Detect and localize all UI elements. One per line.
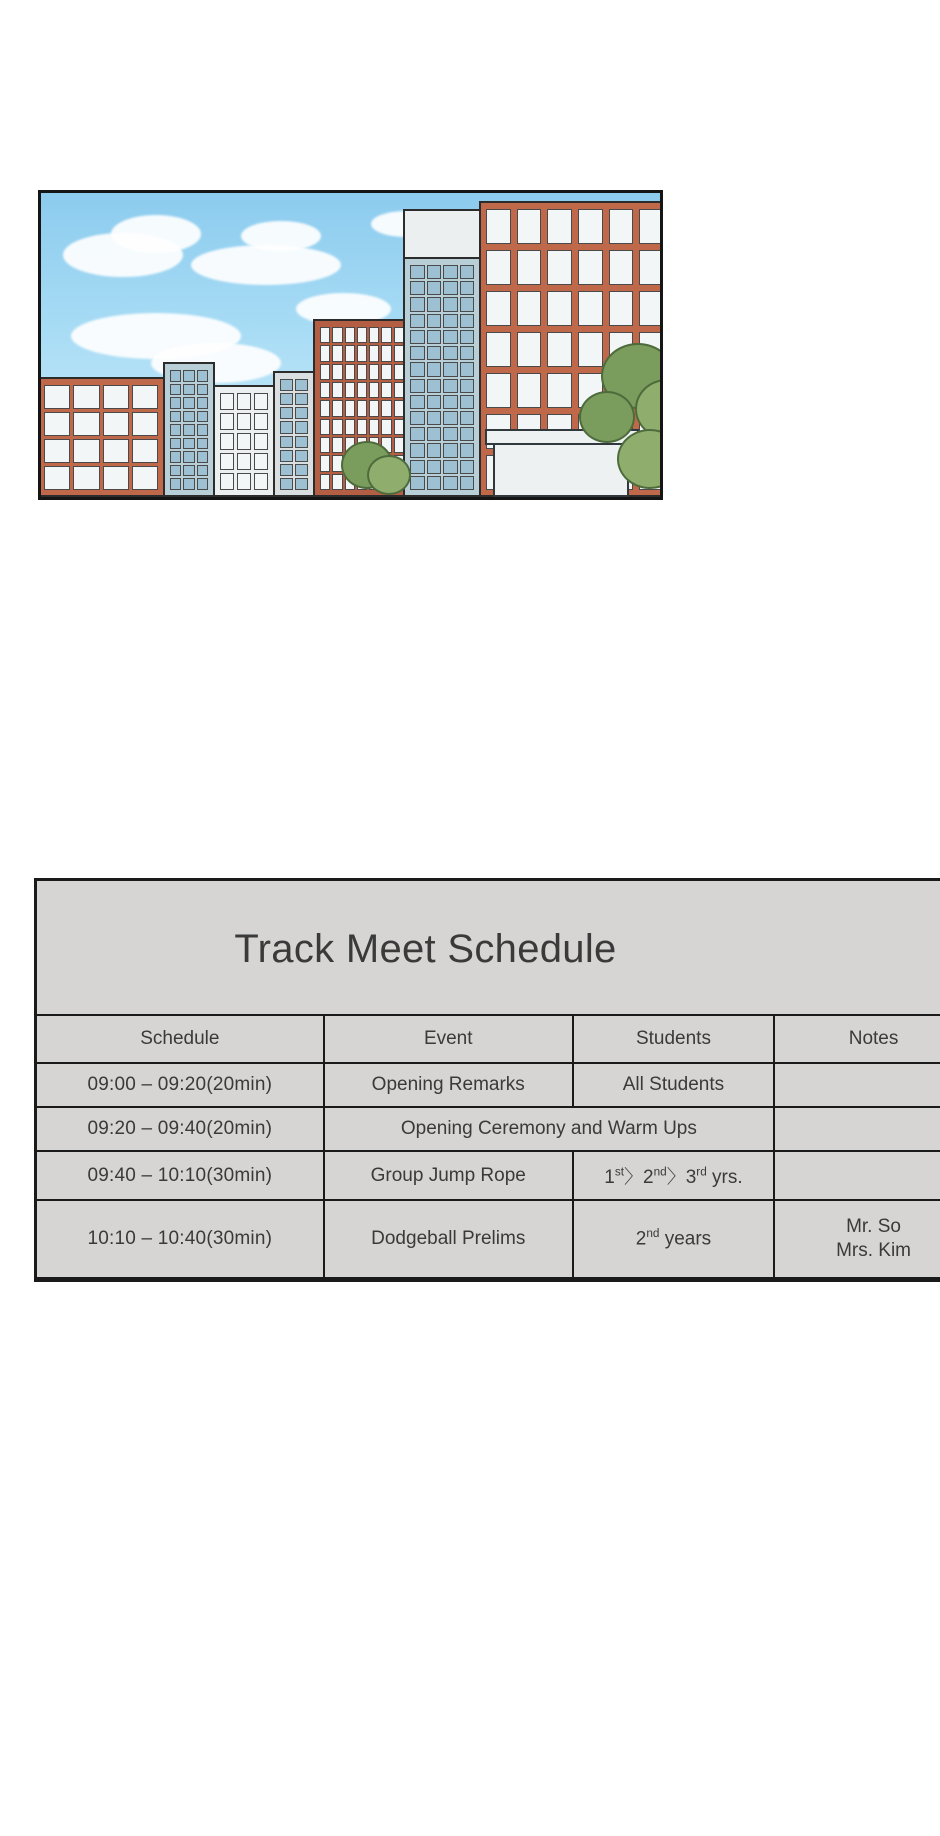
cell-time: 09:20 – 09:40(20min) [37,1107,324,1151]
cell-event: Opening Ceremony and Warm Ups [324,1107,774,1151]
page-title: Track Meet Schedule [234,927,617,971]
cloud-icon [191,245,341,285]
tree-icon [579,391,635,443]
building-left-glass-tower [163,362,215,497]
city-illustration-panel [38,190,663,500]
building-left-brick [38,377,165,497]
cell-event: Dodgeball Prelims [324,1200,573,1278]
schedule-table [37,1014,940,1279]
cell-time: 09:00 – 09:20(20min) [37,1063,324,1107]
table-header-row [37,1015,940,1063]
building-tower-cap [403,209,481,259]
cell-notes [774,1063,940,1107]
column-header-schedule: Schedule [37,1015,324,1063]
cell-event: Opening Remarks [324,1063,573,1107]
building-center-glass-tower [403,257,481,497]
cell-notes [774,1151,940,1200]
cell-notes: Mr. So Mrs. Kim [774,1200,940,1278]
column-header-notes: Notes [774,1015,940,1063]
cloud-icon [241,221,321,251]
cell-students: All Students [573,1063,774,1107]
table-row [37,1063,940,1107]
cell-time: 09:40 – 10:10(30min) [37,1151,324,1200]
table-row [37,1200,940,1278]
entrance-canopy [493,437,629,497]
track-meet-schedule-panel [34,878,940,1282]
cell-event: Group Jump Rope [324,1151,573,1200]
building-white-block [213,385,275,497]
cell-time: 10:10 – 10:40(30min) [37,1200,324,1278]
column-header-event: Event [324,1015,573,1063]
column-header-students: Students [573,1015,774,1063]
building-mid-grey [273,371,315,497]
table-row [37,1151,940,1200]
tree-icon [367,455,411,495]
cell-notes [774,1107,940,1151]
cell-students: 2nd years [573,1200,774,1278]
cell-students: 1st〉2nd〉3rd yrs. [573,1151,774,1200]
cloud-icon [111,215,201,253]
table-row [37,1107,940,1151]
